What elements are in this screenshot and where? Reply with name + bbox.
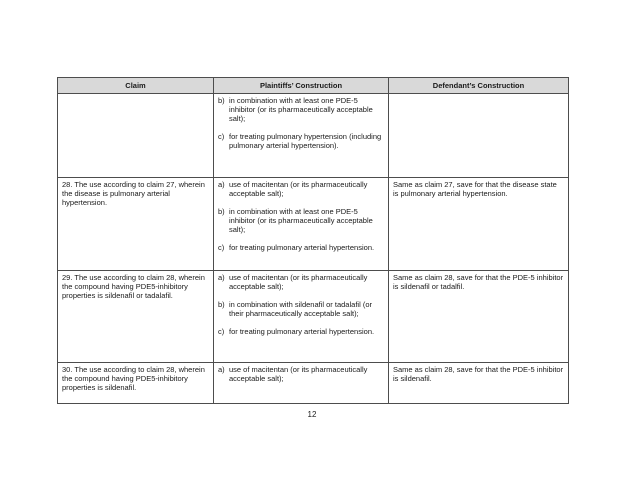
item-text: use of macitentan (or its pharmaceutically acceptable salt); — [229, 365, 368, 383]
defendant-construction-cell — [389, 363, 569, 404]
item-text: for treating pulmonary arterial hypertension. — [229, 243, 375, 252]
item-text: use of macitentan (or its pharmaceutically acceptable salt); — [229, 180, 368, 198]
claim-cell — [58, 271, 214, 363]
construction-item — [218, 132, 384, 150]
page-number: 12 — [307, 410, 317, 419]
item-text: for treating pulmonary arterial hypertension. — [229, 327, 375, 336]
plaintiffs-construction-cell — [214, 271, 389, 363]
table-row — [58, 94, 569, 178]
claim-construction-table — [57, 77, 569, 404]
construction-item — [218, 243, 384, 252]
claim-text: 30. The use according to claim 28, wherein the compound having PDE5-inhibitory properties is sildenafil. — [62, 365, 205, 392]
construction-item — [218, 207, 384, 234]
claim-cell — [58, 178, 214, 271]
defendant-construction-cell — [389, 94, 569, 178]
defendant-construction-cell — [389, 178, 569, 271]
col-header-claim: Claim — [58, 78, 214, 94]
construction-item — [218, 327, 384, 336]
table-header-row — [58, 78, 569, 94]
plaintiffs-construction-cell — [214, 363, 389, 404]
table-row — [58, 363, 569, 404]
item-label: b) — [218, 96, 225, 105]
claim-text: 28. The use according to claim 27, wherein the disease is pulmonary arterial hypertension. — [62, 180, 205, 207]
item-label: c) — [218, 243, 225, 252]
construction-item — [218, 300, 384, 318]
item-label: c) — [218, 327, 225, 336]
col-header-plaintiffs-construction: Plaintiffs’ Construction — [214, 78, 389, 94]
item-label: a) — [218, 180, 225, 189]
table-row — [58, 178, 569, 271]
item-text: in combination with at least one PDE-5 inhibitor (or its pharmaceutically acceptable salt); — [229, 207, 373, 234]
item-label: c) — [218, 132, 225, 141]
table-row — [58, 271, 569, 363]
claim-text: 29. The use according to claim 28, wherein the compound having PDE5-inhibitory properties is sildenafil or tadalafil. — [62, 273, 205, 300]
plaintiffs-construction-cell — [214, 94, 389, 178]
item-label: b) — [218, 207, 225, 216]
table-body — [58, 94, 569, 404]
item-label: b) — [218, 300, 225, 309]
item-text: in combination with sildenafil or tadalafil (or their pharmaceutically acceptable salt); — [229, 300, 372, 318]
construction-item — [218, 96, 384, 123]
item-text: use of macitentan (or its pharmaceutically acceptable salt); — [229, 273, 368, 291]
defendant-text: Same as claim 28, save for that the PDE-5 inhibitor is sildenafil. — [393, 365, 564, 383]
defendant-text: Same as claim 27, save for that the disease state is pulmonary arterial hypertension. — [393, 180, 557, 198]
col-header-defendants-construction: Defendant’s Construction — [389, 78, 569, 94]
item-text: for treating pulmonary hypertension (including pulmonary arterial hypertension). — [229, 132, 382, 150]
defendant-text: Same as claim 28, save for that the PDE-5 inhibitor is sildenafil or tadalfil. — [393, 273, 564, 291]
defendant-construction-cell — [389, 271, 569, 363]
claim-cell — [58, 363, 214, 404]
plaintiffs-construction-cell — [214, 178, 389, 271]
construction-item — [218, 273, 384, 291]
item-label: a) — [218, 273, 225, 282]
construction-item — [218, 180, 384, 198]
item-text: in combination with at least one PDE-5 inhibitor (or its pharmaceutically acceptable salt); — [229, 96, 373, 123]
item-label: a) — [218, 365, 225, 374]
claim-cell — [58, 94, 214, 178]
construction-item — [218, 365, 384, 383]
